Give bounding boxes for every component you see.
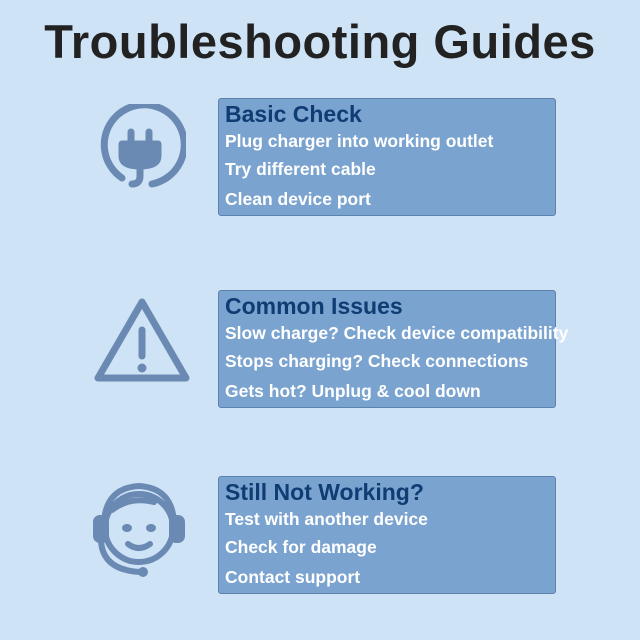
section-heading: Still Not Working? xyxy=(225,479,424,505)
section-line: Clean device port xyxy=(225,189,371,209)
section-line: Stops charging? Check connections xyxy=(225,351,529,371)
section-heading: Basic Check xyxy=(225,101,362,127)
section-line: Try different cable xyxy=(225,159,376,179)
section-heading: Common Issues xyxy=(225,293,403,319)
page-title: Troubleshooting Guides xyxy=(44,15,596,68)
section-line: Slow charge? Check device compatibility xyxy=(225,323,569,343)
section-line: Gets hot? Unplug & cool down xyxy=(225,381,481,401)
section-line: Test with another device xyxy=(225,509,428,529)
section-line: Contact support xyxy=(225,567,361,587)
section-line: Check for damage xyxy=(225,537,377,557)
section-still-not-working xyxy=(218,476,556,594)
plug-icon xyxy=(94,104,186,190)
section-line: Plug charger into working outlet xyxy=(225,131,494,151)
support-agent-icon xyxy=(90,478,188,582)
section-common-issues xyxy=(218,290,569,408)
section-basic-check xyxy=(218,98,556,216)
warning-icon xyxy=(92,296,192,384)
